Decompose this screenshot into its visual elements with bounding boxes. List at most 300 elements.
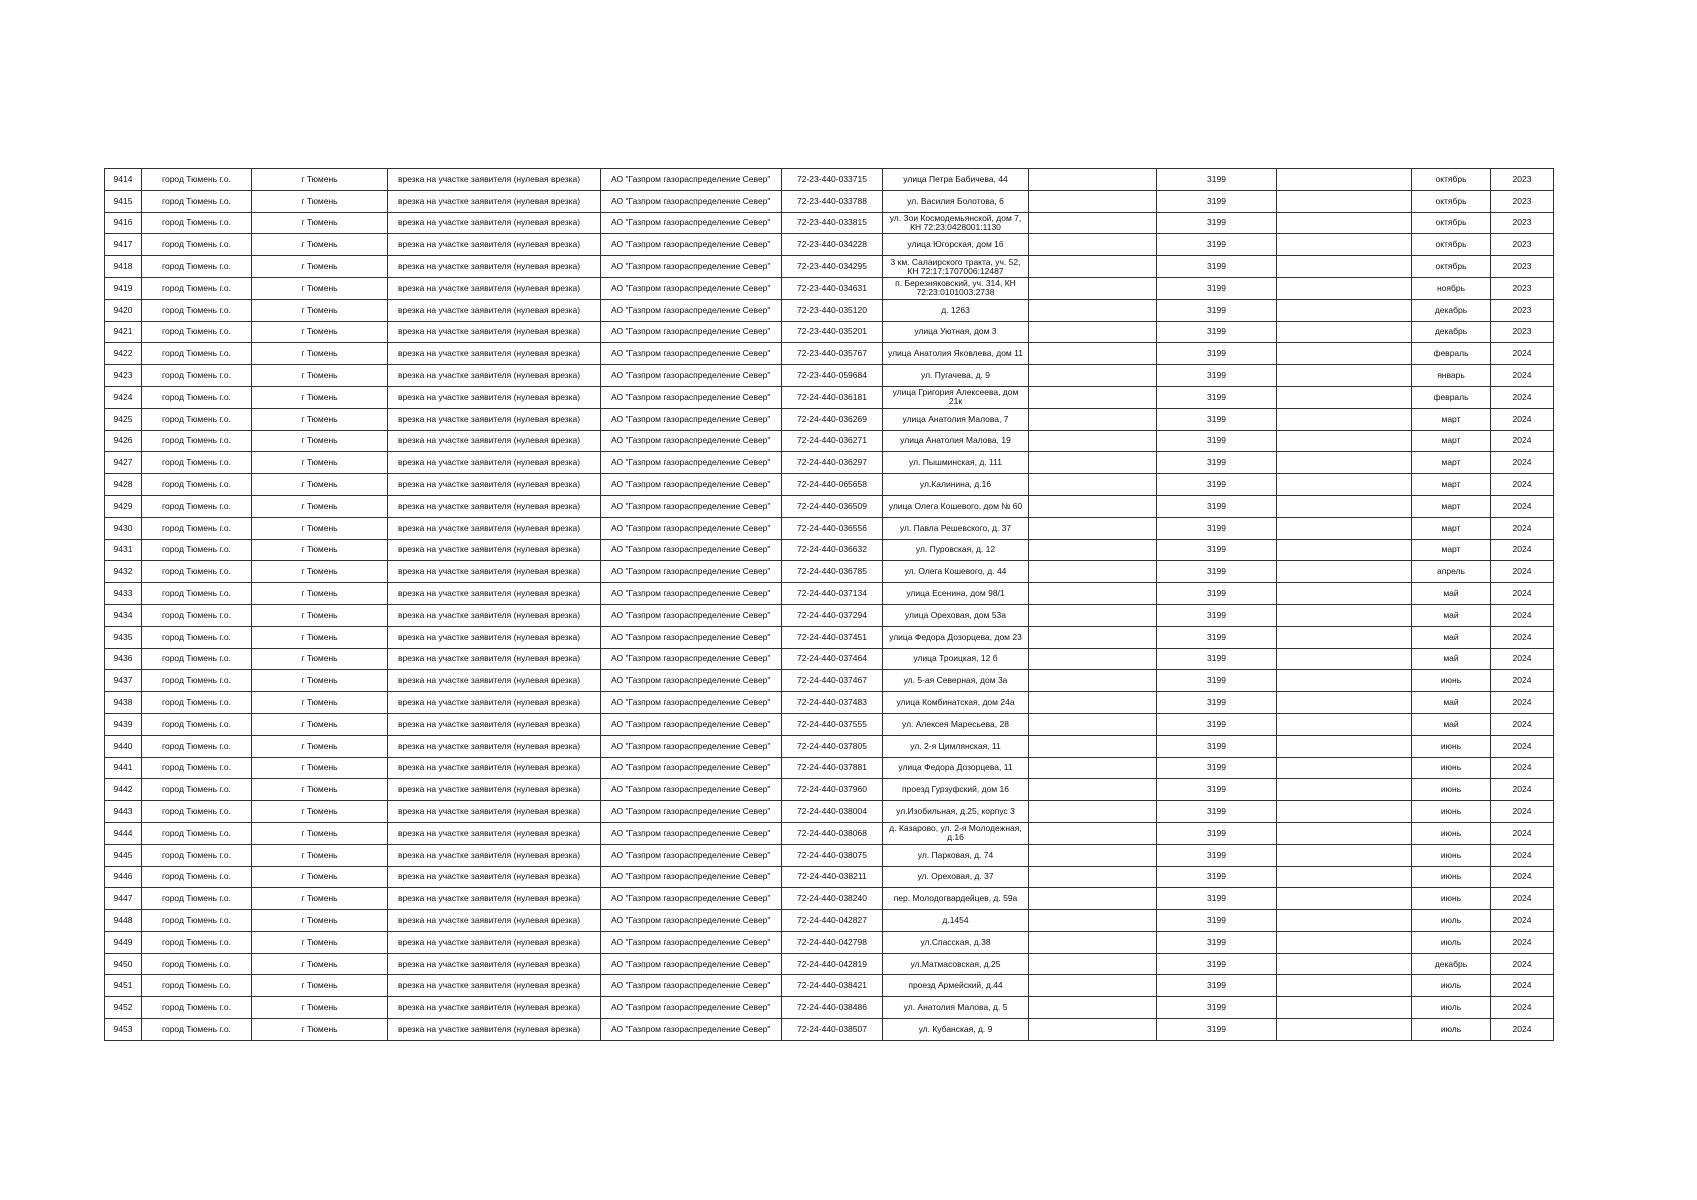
blank-cell	[1029, 169, 1157, 191]
row-number: 9416	[105, 212, 142, 234]
blank-cell	[1029, 757, 1157, 779]
row-number: 9421	[105, 321, 142, 343]
organization-cell: АО "Газпром газораспределение Север"	[601, 190, 782, 212]
year-cell: 2024	[1491, 975, 1554, 997]
work-type-cell: врезка на участке заявителя (нулевая врезка)	[388, 169, 601, 191]
organization-cell: АО "Газпром газораспределение Север"	[601, 169, 782, 191]
locality-cell: г Тюмень	[252, 343, 388, 365]
locality-cell: г Тюмень	[252, 713, 388, 735]
year-cell: 2023	[1491, 190, 1554, 212]
work-type-cell: врезка на участке заявителя (нулевая врезка)	[388, 648, 601, 670]
year-cell: 2023	[1491, 321, 1554, 343]
code-cell: 72-24-440-037960	[782, 779, 883, 801]
month-cell: октябрь	[1412, 256, 1491, 278]
address-cell: улица Петра Бабичева, 44	[883, 169, 1029, 191]
blank-cell	[1277, 234, 1412, 256]
locality-cell: г Тюмень	[252, 626, 388, 648]
value-cell: 3199	[1157, 822, 1277, 844]
work-type-cell: врезка на участке заявителя (нулевая врезка)	[388, 604, 601, 626]
table-row	[105, 801, 1554, 823]
locality-cell: г Тюмень	[252, 583, 388, 605]
address-cell: ул.Калинина, д.16	[883, 474, 1029, 496]
month-cell: ноябрь	[1412, 277, 1491, 299]
locality-cell: г Тюмень	[252, 430, 388, 452]
year-cell: 2023	[1491, 256, 1554, 278]
code-cell: 72-24-440-037134	[782, 583, 883, 605]
year-cell: 2024	[1491, 931, 1554, 953]
year-cell: 2024	[1491, 997, 1554, 1019]
table-row	[105, 452, 1554, 474]
blank-cell	[1029, 539, 1157, 561]
month-cell: июль	[1412, 975, 1491, 997]
value-cell: 3199	[1157, 343, 1277, 365]
blank-cell	[1029, 277, 1157, 299]
blank-cell	[1277, 321, 1412, 343]
address-cell: ул.Изобильная, д.25, корпус 3	[883, 801, 1029, 823]
value-cell: 3199	[1157, 670, 1277, 692]
locality-cell: г Тюмень	[252, 408, 388, 430]
locality-cell: г Тюмень	[252, 539, 388, 561]
month-cell: март	[1412, 408, 1491, 430]
month-cell: декабрь	[1412, 321, 1491, 343]
value-cell: 3199	[1157, 801, 1277, 823]
blank-cell	[1277, 452, 1412, 474]
blank-cell	[1277, 888, 1412, 910]
code-cell: 72-23-440-059684	[782, 365, 883, 387]
blank-cell	[1029, 604, 1157, 626]
table-row	[105, 430, 1554, 452]
blank-cell	[1277, 626, 1412, 648]
organization-cell: АО "Газпром газораспределение Север"	[601, 474, 782, 496]
blank-cell	[1277, 343, 1412, 365]
value-cell: 3199	[1157, 408, 1277, 430]
year-cell: 2024	[1491, 517, 1554, 539]
code-cell: 72-23-440-035201	[782, 321, 883, 343]
district-cell: город Тюмень г.о.	[142, 692, 252, 714]
month-cell: октябрь	[1412, 212, 1491, 234]
value-cell: 3199	[1157, 757, 1277, 779]
value-cell: 3199	[1157, 866, 1277, 888]
district-cell: город Тюмень г.о.	[142, 670, 252, 692]
blank-cell	[1277, 408, 1412, 430]
district-cell: город Тюмень г.о.	[142, 801, 252, 823]
district-cell: город Тюмень г.о.	[142, 343, 252, 365]
district-cell: город Тюмень г.о.	[142, 561, 252, 583]
organization-cell: АО "Газпром газораспределение Север"	[601, 844, 782, 866]
row-number: 9439	[105, 713, 142, 735]
blank-cell	[1277, 931, 1412, 953]
organization-cell: АО "Газпром газораспределение Север"	[601, 583, 782, 605]
month-cell: июль	[1412, 931, 1491, 953]
year-cell: 2024	[1491, 452, 1554, 474]
value-cell: 3199	[1157, 452, 1277, 474]
row-number: 9426	[105, 430, 142, 452]
year-cell: 2024	[1491, 953, 1554, 975]
organization-cell: АО "Газпром газораспределение Север"	[601, 539, 782, 561]
value-cell: 3199	[1157, 190, 1277, 212]
work-type-cell: врезка на участке заявителя (нулевая врезка)	[388, 583, 601, 605]
year-cell: 2024	[1491, 1019, 1554, 1041]
code-cell: 72-24-440-037464	[782, 648, 883, 670]
table-row	[105, 844, 1554, 866]
locality-cell: г Тюмень	[252, 299, 388, 321]
code-cell: 72-24-440-036785	[782, 561, 883, 583]
blank-cell	[1029, 910, 1157, 932]
district-cell: город Тюмень г.о.	[142, 517, 252, 539]
work-type-cell: врезка на участке заявителя (нулевая врезка)	[388, 953, 601, 975]
address-cell: улица Анатолия Малова, 19	[883, 430, 1029, 452]
blank-cell	[1277, 779, 1412, 801]
blank-cell	[1277, 866, 1412, 888]
work-type-cell: врезка на участке заявителя (нулевая врезка)	[388, 626, 601, 648]
address-cell: ул. Павла Решевского, д. 37	[883, 517, 1029, 539]
year-cell: 2024	[1491, 801, 1554, 823]
row-number: 9452	[105, 997, 142, 1019]
table-row	[105, 386, 1554, 408]
locality-cell: г Тюмень	[252, 452, 388, 474]
blank-cell	[1029, 975, 1157, 997]
address-cell: проезд Гурзуфский, дом 16	[883, 779, 1029, 801]
code-cell: 72-24-440-038004	[782, 801, 883, 823]
code-cell: 72-23-440-035767	[782, 343, 883, 365]
address-cell: улица Федора Дозорцева, 11	[883, 757, 1029, 779]
row-number: 9442	[105, 779, 142, 801]
table-row	[105, 561, 1554, 583]
month-cell: октябрь	[1412, 169, 1491, 191]
blank-cell	[1277, 256, 1412, 278]
address-cell: ул. Ореховая, д. 37	[883, 866, 1029, 888]
work-type-cell: врезка на участке заявителя (нулевая врезка)	[388, 234, 601, 256]
locality-cell: г Тюмень	[252, 953, 388, 975]
organization-cell: АО "Газпром газораспределение Север"	[601, 648, 782, 670]
blank-cell	[1029, 670, 1157, 692]
district-cell: город Тюмень г.о.	[142, 997, 252, 1019]
district-cell: город Тюмень г.о.	[142, 910, 252, 932]
row-number: 9431	[105, 539, 142, 561]
year-cell: 2024	[1491, 583, 1554, 605]
month-cell: май	[1412, 713, 1491, 735]
code-cell: 72-24-440-042827	[782, 910, 883, 932]
value-cell: 3199	[1157, 844, 1277, 866]
code-cell: 72-24-440-036509	[782, 495, 883, 517]
table-row	[105, 866, 1554, 888]
code-cell: 72-24-440-038507	[782, 1019, 883, 1041]
address-cell: ул. Зои Космодемьянской, дом 7, КН 72:23:0428001:1130	[883, 212, 1029, 234]
value-cell: 3199	[1157, 234, 1277, 256]
work-type-cell: врезка на участке заявителя (нулевая врезка)	[388, 779, 601, 801]
row-number: 9420	[105, 299, 142, 321]
year-cell: 2024	[1491, 735, 1554, 757]
district-cell: город Тюмень г.о.	[142, 430, 252, 452]
work-type-cell: врезка на участке заявителя (нулевая врезка)	[388, 997, 601, 1019]
organization-cell: АО "Газпром газораспределение Север"	[601, 495, 782, 517]
row-number: 9417	[105, 234, 142, 256]
row-number: 9428	[105, 474, 142, 496]
code-cell: 72-24-440-038068	[782, 822, 883, 844]
row-number: 9424	[105, 386, 142, 408]
code-cell: 72-23-440-033815	[782, 212, 883, 234]
blank-cell	[1029, 953, 1157, 975]
year-cell: 2023	[1491, 212, 1554, 234]
blank-cell	[1277, 692, 1412, 714]
table-row	[105, 953, 1554, 975]
district-cell: город Тюмень г.о.	[142, 1019, 252, 1041]
blank-cell	[1029, 365, 1157, 387]
address-cell: ул.Матмасовская, д.25	[883, 953, 1029, 975]
month-cell: июнь	[1412, 757, 1491, 779]
work-type-cell: врезка на участке заявителя (нулевая врезка)	[388, 190, 601, 212]
district-cell: город Тюмень г.о.	[142, 386, 252, 408]
month-cell: май	[1412, 648, 1491, 670]
district-cell: город Тюмень г.о.	[142, 713, 252, 735]
work-type-cell: врезка на участке заявителя (нулевая врезка)	[388, 801, 601, 823]
work-type-cell: врезка на участке заявителя (нулевая врезка)	[388, 299, 601, 321]
address-cell: пер. Молодогвардейцев, д. 59а	[883, 888, 1029, 910]
address-cell: улица Комбинатская, дом 24а	[883, 692, 1029, 714]
year-cell: 2024	[1491, 561, 1554, 583]
year-cell: 2024	[1491, 670, 1554, 692]
row-number: 9441	[105, 757, 142, 779]
blank-cell	[1029, 735, 1157, 757]
address-cell: улица Югорская, дом 16	[883, 234, 1029, 256]
table-row	[105, 931, 1554, 953]
value-cell: 3199	[1157, 365, 1277, 387]
organization-cell: АО "Газпром газораспределение Север"	[601, 888, 782, 910]
table-row	[105, 626, 1554, 648]
code-cell: 72-24-440-037294	[782, 604, 883, 626]
table-row	[105, 495, 1554, 517]
locality-cell: г Тюмень	[252, 931, 388, 953]
work-type-cell: врезка на участке заявителя (нулевая врезка)	[388, 713, 601, 735]
value-cell: 3199	[1157, 779, 1277, 801]
organization-cell: АО "Газпром газораспределение Север"	[601, 561, 782, 583]
address-cell: ул. 5-ая Северная, дом 3а	[883, 670, 1029, 692]
blank-cell	[1029, 517, 1157, 539]
locality-cell: г Тюмень	[252, 801, 388, 823]
work-type-cell: врезка на участке заявителя (нулевая врезка)	[388, 975, 601, 997]
address-cell: улица Олега Кошевого, дом № 60	[883, 495, 1029, 517]
month-cell: июнь	[1412, 779, 1491, 801]
row-number: 9449	[105, 931, 142, 953]
organization-cell: АО "Газпром газораспределение Север"	[601, 234, 782, 256]
district-cell: город Тюмень г.о.	[142, 626, 252, 648]
locality-cell: г Тюмень	[252, 321, 388, 343]
blank-cell	[1029, 234, 1157, 256]
code-cell: 72-24-440-042798	[782, 931, 883, 953]
row-number: 9451	[105, 975, 142, 997]
district-cell: город Тюмень г.о.	[142, 234, 252, 256]
organization-cell: АО "Газпром газораспределение Север"	[601, 256, 782, 278]
organization-cell: АО "Газпром газораспределение Север"	[601, 517, 782, 539]
organization-cell: АО "Газпром газораспределение Север"	[601, 604, 782, 626]
work-type-cell: врезка на участке заявителя (нулевая врезка)	[388, 517, 601, 539]
locality-cell: г Тюмень	[252, 910, 388, 932]
locality-cell: г Тюмень	[252, 692, 388, 714]
row-number: 9444	[105, 822, 142, 844]
address-cell: ул. Пугачева, д. 9	[883, 365, 1029, 387]
blank-cell	[1277, 604, 1412, 626]
value-cell: 3199	[1157, 975, 1277, 997]
address-cell: улица Григория Алексеева, дом 21к	[883, 386, 1029, 408]
organization-cell: АО "Газпром газораспределение Север"	[601, 822, 782, 844]
blank-cell	[1277, 997, 1412, 1019]
blank-cell	[1029, 583, 1157, 605]
year-cell: 2024	[1491, 343, 1554, 365]
locality-cell: г Тюмень	[252, 386, 388, 408]
month-cell: июнь	[1412, 888, 1491, 910]
district-cell: город Тюмень г.о.	[142, 648, 252, 670]
row-number: 9423	[105, 365, 142, 387]
code-cell: 72-24-440-038075	[782, 844, 883, 866]
code-cell: 72-24-440-036181	[782, 386, 883, 408]
address-cell: ул. Анатолия Малова, д. 5	[883, 997, 1029, 1019]
month-cell: июнь	[1412, 670, 1491, 692]
blank-cell	[1277, 365, 1412, 387]
locality-cell: г Тюмень	[252, 190, 388, 212]
code-cell: 72-24-440-037483	[782, 692, 883, 714]
blank-cell	[1277, 474, 1412, 496]
blank-cell	[1029, 866, 1157, 888]
locality-cell: г Тюмень	[252, 735, 388, 757]
address-cell: 3 км. Салаирского тракта, уч. 52, КН 72:17:1707006:12487	[883, 256, 1029, 278]
value-cell: 3199	[1157, 386, 1277, 408]
blank-cell	[1029, 430, 1157, 452]
work-type-cell: врезка на участке заявителя (нулевая врезка)	[388, 212, 601, 234]
row-number: 9418	[105, 256, 142, 278]
table-row	[105, 779, 1554, 801]
blank-cell	[1277, 169, 1412, 191]
code-cell: 72-24-440-037881	[782, 757, 883, 779]
work-type-cell: врезка на участке заявителя (нулевая врезка)	[388, 822, 601, 844]
address-cell: д. 1263	[883, 299, 1029, 321]
month-cell: июль	[1412, 997, 1491, 1019]
code-cell: 72-24-440-042819	[782, 953, 883, 975]
locality-cell: г Тюмень	[252, 517, 388, 539]
district-cell: город Тюмень г.о.	[142, 474, 252, 496]
value-cell: 3199	[1157, 277, 1277, 299]
blank-cell	[1029, 801, 1157, 823]
year-cell: 2024	[1491, 648, 1554, 670]
table-row	[105, 299, 1554, 321]
district-cell: город Тюмень г.о.	[142, 365, 252, 387]
work-type-cell: врезка на участке заявителя (нулевая врезка)	[388, 277, 601, 299]
row-number: 9429	[105, 495, 142, 517]
year-cell: 2023	[1491, 277, 1554, 299]
row-number: 9435	[105, 626, 142, 648]
code-cell: 72-24-440-036271	[782, 430, 883, 452]
blank-cell	[1029, 408, 1157, 430]
row-number: 9446	[105, 866, 142, 888]
row-number: 9419	[105, 277, 142, 299]
blank-cell	[1277, 517, 1412, 539]
year-cell: 2024	[1491, 604, 1554, 626]
organization-cell: АО "Газпром газораспределение Север"	[601, 408, 782, 430]
address-cell: улица Есенина, дом 98/1	[883, 583, 1029, 605]
month-cell: май	[1412, 692, 1491, 714]
locality-cell: г Тюмень	[252, 234, 388, 256]
locality-cell: г Тюмень	[252, 561, 388, 583]
blank-cell	[1277, 190, 1412, 212]
blank-cell	[1029, 931, 1157, 953]
table-row	[105, 648, 1554, 670]
address-cell: ул. Пышминская, д. 111	[883, 452, 1029, 474]
address-cell: ул. Пуровская, д. 12	[883, 539, 1029, 561]
locality-cell: г Тюмень	[252, 212, 388, 234]
row-number: 9432	[105, 561, 142, 583]
table-row	[105, 190, 1554, 212]
blank-cell	[1029, 452, 1157, 474]
organization-cell: АО "Газпром газораспределение Север"	[601, 692, 782, 714]
row-number: 9436	[105, 648, 142, 670]
blank-cell	[1029, 822, 1157, 844]
blank-cell	[1029, 713, 1157, 735]
district-cell: город Тюмень г.о.	[142, 844, 252, 866]
year-cell: 2024	[1491, 626, 1554, 648]
district-cell: город Тюмень г.о.	[142, 190, 252, 212]
table-row	[105, 474, 1554, 496]
month-cell: декабрь	[1412, 299, 1491, 321]
table-row	[105, 408, 1554, 430]
address-cell: д. Казарово, ул. 2-я Молодежная, д.16	[883, 822, 1029, 844]
work-type-cell: врезка на участке заявителя (нулевая врезка)	[388, 539, 601, 561]
blank-cell	[1277, 910, 1412, 932]
work-type-cell: врезка на участке заявителя (нулевая врезка)	[388, 321, 601, 343]
value-cell: 3199	[1157, 997, 1277, 1019]
blank-cell	[1277, 561, 1412, 583]
address-cell: улица Уютная, дом 3	[883, 321, 1029, 343]
month-cell: март	[1412, 430, 1491, 452]
address-cell: ул. Алексея Маресьева, 28	[883, 713, 1029, 735]
code-cell: 72-24-440-038421	[782, 975, 883, 997]
table-row	[105, 604, 1554, 626]
month-cell: июнь	[1412, 801, 1491, 823]
value-cell: 3199	[1157, 910, 1277, 932]
blank-cell	[1277, 757, 1412, 779]
month-cell: октябрь	[1412, 190, 1491, 212]
district-cell: город Тюмень г.о.	[142, 408, 252, 430]
address-cell: ул. 2-я Цимлянская, 11	[883, 735, 1029, 757]
blank-cell	[1029, 1019, 1157, 1041]
month-cell: февраль	[1412, 343, 1491, 365]
value-cell: 3199	[1157, 321, 1277, 343]
value-cell: 3199	[1157, 713, 1277, 735]
code-cell: 72-24-440-037555	[782, 713, 883, 735]
address-cell: улица Анатолия Малова, 7	[883, 408, 1029, 430]
code-cell: 72-24-440-037467	[782, 670, 883, 692]
blank-cell	[1029, 299, 1157, 321]
code-cell: 72-24-440-065658	[782, 474, 883, 496]
locality-cell: г Тюмень	[252, 648, 388, 670]
locality-cell: г Тюмень	[252, 844, 388, 866]
code-cell: 72-24-440-036297	[782, 452, 883, 474]
value-cell: 3199	[1157, 539, 1277, 561]
work-type-cell: врезка на участке заявителя (нулевая врезка)	[388, 452, 601, 474]
value-cell: 3199	[1157, 474, 1277, 496]
table-row	[105, 256, 1554, 278]
organization-cell: АО "Газпром газораспределение Север"	[601, 779, 782, 801]
address-cell: ул.Спасская, д.38	[883, 931, 1029, 953]
blank-cell	[1029, 386, 1157, 408]
table-row	[105, 583, 1554, 605]
year-cell: 2024	[1491, 713, 1554, 735]
blank-cell	[1277, 735, 1412, 757]
address-cell: ул. Парковая, д. 74	[883, 844, 1029, 866]
blank-cell	[1029, 626, 1157, 648]
table-row	[105, 822, 1554, 844]
work-type-cell: врезка на участке заявителя (нулевая врезка)	[388, 343, 601, 365]
month-cell: март	[1412, 452, 1491, 474]
district-cell: город Тюмень г.о.	[142, 539, 252, 561]
